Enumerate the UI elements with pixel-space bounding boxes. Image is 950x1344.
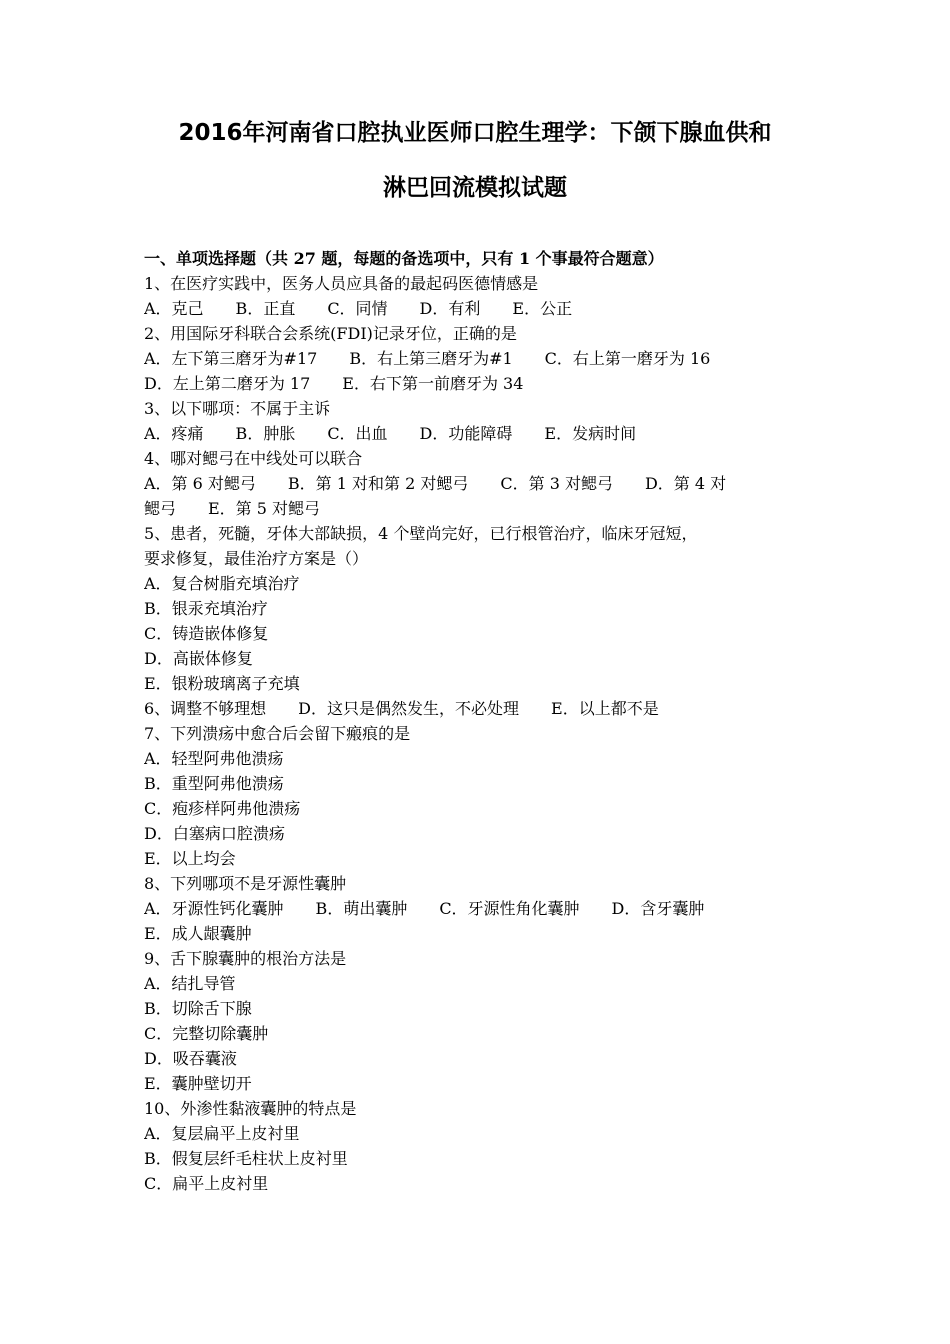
answer-options: A．复层扁平上皮衬里 — [144, 1124, 300, 1143]
question-text: 6、调整不够理想 D．这只是偶然发生，不必处理 E．以上都不是 — [144, 699, 659, 718]
answer-options: A．轻型阿弗他溃疡 — [144, 749, 284, 768]
answer-options: B．假复层纤毛柱状上皮衬里 — [144, 1149, 348, 1168]
document-body — [144, 246, 814, 1196]
question-text: 要求修复，最佳治疗方案是（） — [144, 549, 369, 568]
question-text: 9、舌下腺囊肿的根治方法是 — [144, 949, 347, 968]
section-heading: 一、单项选择题（共 27 题，每题的备选项中，只有 1 个事最符合题意） — [144, 249, 664, 268]
answer-options: E．以上均会 — [144, 849, 236, 868]
answer-options: B．重型阿弗他溃疡 — [144, 774, 284, 793]
question-text: 10、外渗性黏液囊肿的特点是 — [144, 1099, 357, 1118]
document-title-line-2: 淋巴回流模拟试题 — [383, 175, 567, 201]
answer-options: A．疼痛 B．肿胀 C．出血 D．功能障碍 E．发病时间 — [144, 424, 637, 443]
answer-options: D．白塞病口腔溃疡 — [144, 824, 285, 843]
answer-options: C．铸造嵌体修复 — [144, 624, 269, 643]
answer-options: A．第 6 对鳃弓 B．第 1 对和第 2 对鳃弓 C．第 3 对鳃弓 D．第 4 对 — [144, 474, 727, 493]
answer-options: B．切除舌下腺 — [144, 999, 252, 1018]
answer-options: A．牙源性钙化囊肿 B．萌出囊肿 C．牙源性角化囊肿 D．含牙囊肿 — [144, 899, 705, 918]
question-text: 3、以下哪项：不属于主诉 — [144, 399, 331, 418]
answer-options: C．扁平上皮衬里 — [144, 1174, 269, 1193]
answer-options: 鳃弓 E．第 5 对鳃弓 — [144, 499, 321, 518]
answer-options: A．结扎导管 — [144, 974, 236, 993]
question-text: 7、下列溃疡中愈合后会留下瘢痕的是 — [144, 724, 411, 743]
answer-options: A．克己 B．正直 C．同情 D．有利 E．公正 — [144, 299, 573, 318]
answer-options: B．银汞充填治疗 — [144, 599, 268, 618]
question-text: 1、在医疗实践中，医务人员应具备的最起码医德情感是 — [144, 274, 539, 293]
answer-options: E．银粉玻璃离子充填 — [144, 674, 300, 693]
answer-options: E．囊肿壁切开 — [144, 1074, 252, 1093]
question-text: 8、下列哪项不是牙源性囊肿 — [144, 874, 347, 893]
answer-options: C．疱疹样阿弗他溃疡 — [144, 799, 301, 818]
document-title-line-1: 2016年河南省口腔执业医师口腔生理学：下颌下腺血供和 — [178, 120, 772, 146]
answer-options: A．左下第三磨牙为#17 B．右上第三磨牙为#1 C．右上第一磨牙为 16 — [144, 349, 711, 368]
question-text: 4、哪对鳃弓在中线处可以联合 — [144, 449, 363, 468]
answer-options: E．成人龈囊肿 — [144, 924, 252, 943]
question-text: 2、用国际牙科联合会系统(FDI)记录牙位，正确的是 — [144, 324, 517, 343]
question-text: 5、患者，死髓，牙体大部缺损，4 个壁尚完好，已行根管治疗，临床牙冠短， — [144, 524, 698, 543]
answer-options: D．吸吞囊液 — [144, 1049, 237, 1068]
answer-options: D．高嵌体修复 — [144, 649, 253, 668]
answer-options: A．复合树脂充填治疗 — [144, 574, 300, 593]
answer-options: C．完整切除囊肿 — [144, 1024, 269, 1043]
answer-options: D．左上第二磨牙为 17 E．右下第一前磨牙为 34 — [144, 374, 524, 393]
